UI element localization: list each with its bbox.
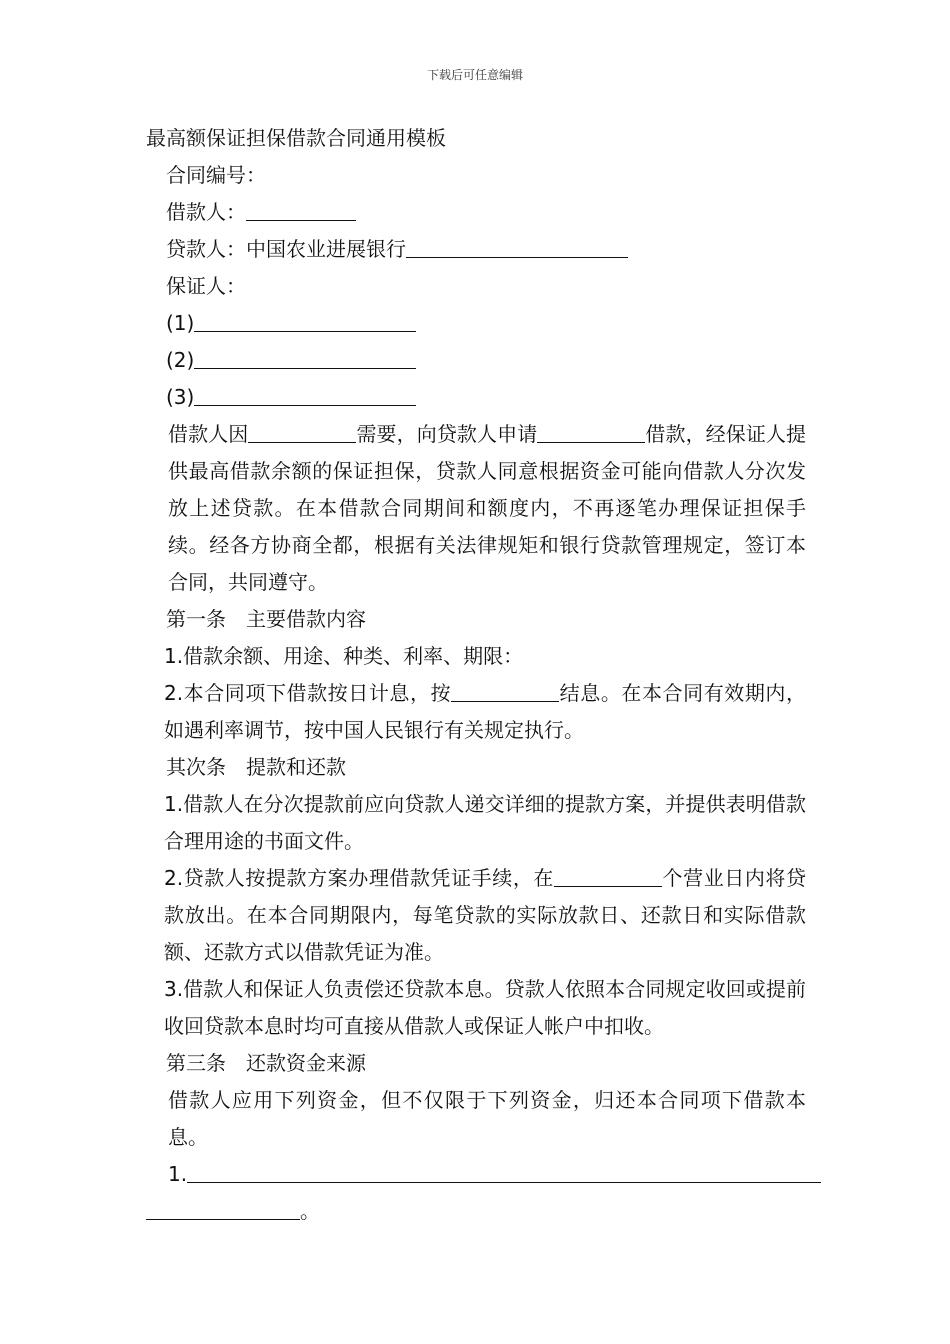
article-3-title: 还款资金来源 — [246, 1051, 366, 1075]
borrower-line — [146, 194, 806, 231]
guarantor-item-number: (1) — [166, 311, 195, 335]
article-1-title: 主要借款内容 — [246, 607, 366, 631]
lender-line — [146, 231, 806, 268]
intro-text-3: 借款，经保证人提供最高借款余额的保证担保，贷款人同意根据资金可能向借款人分次发放上述贷款。在本借款合同期间和额度内，不再逐笔办理保证担保手续。经各方协商全都，根据有关法律规矩和银行贷款管理规定，签订本合同，共同遵守。 — [168, 422, 807, 594]
article-2-number: 其次条 — [166, 755, 226, 779]
article-1-item-2-text-a: 2.本合同项下借款按日计息，按 — [164, 681, 452, 705]
article-2-item-2-text-b: 个营业日内将贷款放出。在本合同期限内，每笔贷款的实际放款日、还款日和实际借款额、还款方式以借款凭证为准。 — [164, 866, 806, 964]
purpose-blank — [248, 420, 356, 443]
contract-body — [146, 120, 806, 1230]
business-days-blank — [554, 864, 662, 887]
funding-source-blank-continued — [146, 1197, 300, 1220]
article-2-item-1: 1.借款人在分次提款前应向贷款人递交详细的提款方案，并提供表明借款合理用途的书面文件。 — [164, 792, 806, 853]
borrower-blank — [246, 198, 356, 221]
interest-settlement-blank — [451, 679, 559, 702]
lender-blank — [406, 235, 628, 258]
guarantor-item-number: (2) — [166, 348, 195, 372]
article-3-paragraph: 借款人应用下列资金，但不仅限于下列资金，归还本合同项下借款本息。 — [168, 1088, 806, 1149]
intro-paragraph — [146, 416, 806, 601]
guarantor-blank — [194, 383, 416, 406]
article-2-heading — [146, 749, 806, 786]
sentence-end: 。 — [300, 1199, 320, 1223]
article-3-heading — [146, 1045, 806, 1082]
document-title: 最高额保证担保借款合同通用模板 — [146, 126, 446, 150]
article-1-item-1: 1.借款余额、用途、种类、利率、期限： — [164, 644, 524, 668]
guarantor-item-2 — [146, 342, 806, 379]
intro-text-1: 借款人因 — [168, 422, 249, 446]
article-1-number: 第一条 — [166, 607, 226, 631]
article-3-item-1 — [146, 1156, 806, 1193]
article-3-item-1-number: 1. — [168, 1162, 188, 1186]
article-1-item-2 — [146, 675, 806, 749]
funding-source-blank — [187, 1160, 821, 1183]
header-note: 下载后可任意编辑 — [426, 68, 523, 82]
guarantor-blank — [194, 309, 416, 332]
article-3-item-1-continued — [146, 1193, 806, 1230]
article-1-heading — [146, 601, 806, 638]
guarantor-item-1 — [146, 305, 806, 342]
article-2-title: 提款和还款 — [246, 755, 346, 779]
intro-text-2: 需要，向贷款人申请 — [356, 422, 538, 446]
guarantor-item-number: (3) — [166, 385, 195, 409]
article-1-item-2-text-b: 结息。在本合同有效期内，如遇利率调节，按中国人民银行有关规定执行。 — [164, 681, 806, 742]
guarantor-item-3 — [146, 379, 806, 416]
article-2-item-3: 3.借款人和保证人负责偿还贷款本息。贷款人依照本合同规定收回或提前收回贷款本息时均可直接从借款人或保证人帐户中扣收。 — [164, 977, 806, 1038]
borrower-label: 借款人： — [166, 200, 246, 224]
lender-label: 贷款人：中国农业进展银行 — [166, 237, 406, 261]
article-2-item-2-text-a: 2.贷款人按提款方案办理借款凭证手续，在 — [164, 866, 554, 890]
guarantor-blank — [194, 346, 416, 369]
loan-type-blank — [537, 420, 645, 443]
article-3-number: 第三条 — [166, 1051, 226, 1075]
guarantor-label: 保证人： — [166, 274, 246, 298]
contract-number-label: 合同编号： — [166, 163, 266, 187]
article-2-item-2 — [146, 860, 806, 971]
